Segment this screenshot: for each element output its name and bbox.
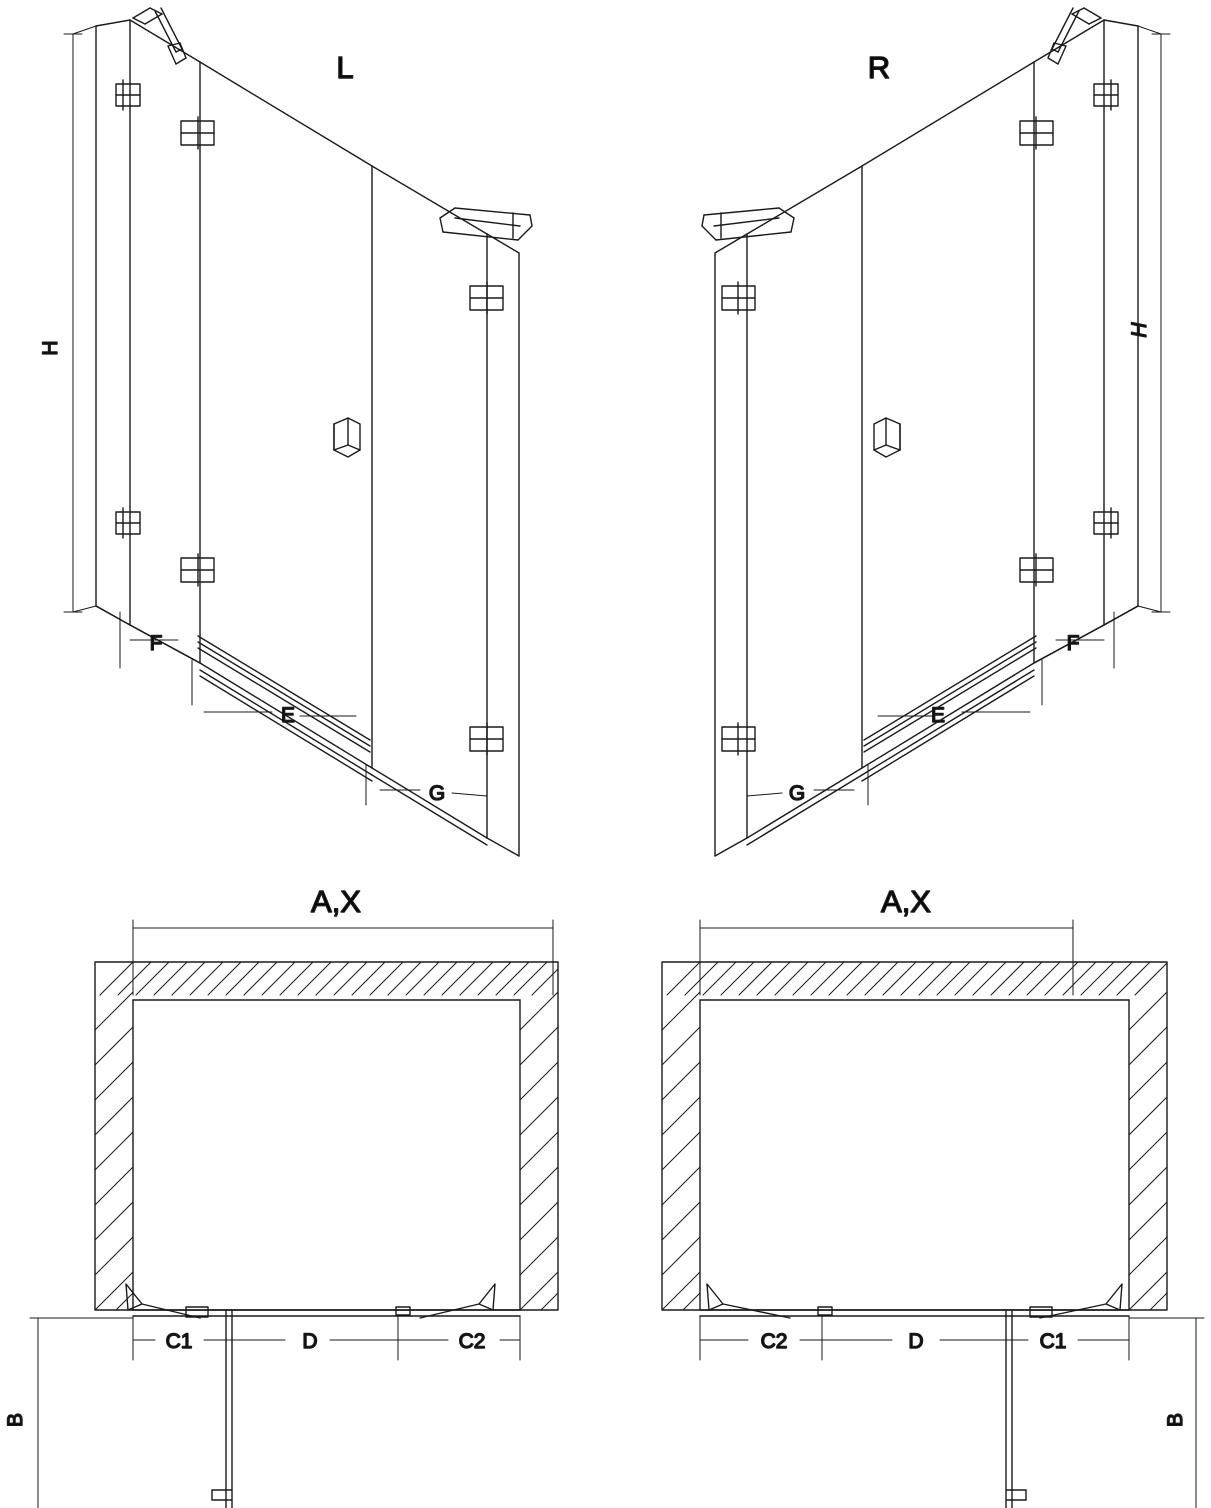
plan-left-dim-ax [133,920,553,995]
right-hinge-door-lower [722,723,755,755]
left-door-panel-1 [200,62,372,768]
plan-right-walls [662,962,1167,1310]
label-f-right: F [1066,632,1080,655]
label-c1-left: C1 [165,1330,193,1353]
right-door-panel-1 [862,62,1034,768]
label-b-right: B [1164,1412,1187,1428]
left-hinge-door-lower [470,723,503,755]
plan-right-view [662,920,1204,1508]
label-f-left: F [149,632,163,655]
plan-right-dim-ax [700,920,1073,995]
right-fixed-panel [1034,20,1138,663]
plan-right-door-assembly [700,1284,1129,1508]
plan-left-wall-hatch [95,962,558,1310]
plan-right-wall-hatch [662,962,1167,1310]
right-hinge-door-upper [722,282,755,314]
label-g-left: G [428,782,446,805]
label-g-right: G [788,782,806,805]
label-variant-r: R [867,50,891,85]
right-hinge-lower-a [1094,508,1118,538]
iso-right-view [702,8,1170,856]
right-hinge-lower-b [1020,554,1053,586]
left-hinge-upper-b [181,117,214,149]
label-c1-right: C1 [1039,1330,1067,1353]
left-threshold-strip [198,636,370,752]
left-bottom-dims [120,612,487,805]
plan-left-door-assembly [126,1284,520,1508]
label-variant-l: L [336,50,354,85]
label-h-right: H [1128,322,1151,338]
right-hinge-upper-a [1094,80,1118,110]
plan-left-view [30,920,558,1508]
right-hinge-upper-b [1020,117,1053,149]
label-c2-left: C2 [458,1330,486,1353]
right-door-handle [874,418,900,457]
right-threshold-strip [864,636,1036,752]
dim-h-right [1138,26,1170,612]
label-b-left: B [4,1412,27,1428]
left-hinge-lower-a [116,508,140,538]
left-hinge-lower-b [181,554,214,586]
iso-left-view [64,8,532,856]
label-d-right: D [908,1330,924,1353]
right-door-panel-2 [747,166,862,838]
plan-left-bottom-dims [30,1316,520,1508]
dim-h-left [64,26,96,612]
left-hinge-upper-a [116,80,140,110]
label-e-right: E [930,704,946,727]
left-fixed-panel [96,20,200,663]
plan-left-walls [95,962,558,1310]
right-stabiliser-bar-top [1048,8,1101,64]
label-ax-left: A,X [311,884,361,919]
right-stabiliser-bar-left [702,208,794,240]
left-side-return [487,234,519,856]
label-ax-right: A,X [881,884,931,919]
label-h-left: H [39,340,62,356]
left-hinge-door-upper [470,282,503,314]
label-d-left: D [302,1330,318,1353]
label-e-left: E [280,704,296,727]
left-stabiliser-bar-right [440,208,532,240]
right-side-return [715,234,747,856]
left-stabiliser-bar-top [133,8,186,64]
label-c2-right: C2 [760,1330,788,1353]
left-door-handle [334,418,360,457]
